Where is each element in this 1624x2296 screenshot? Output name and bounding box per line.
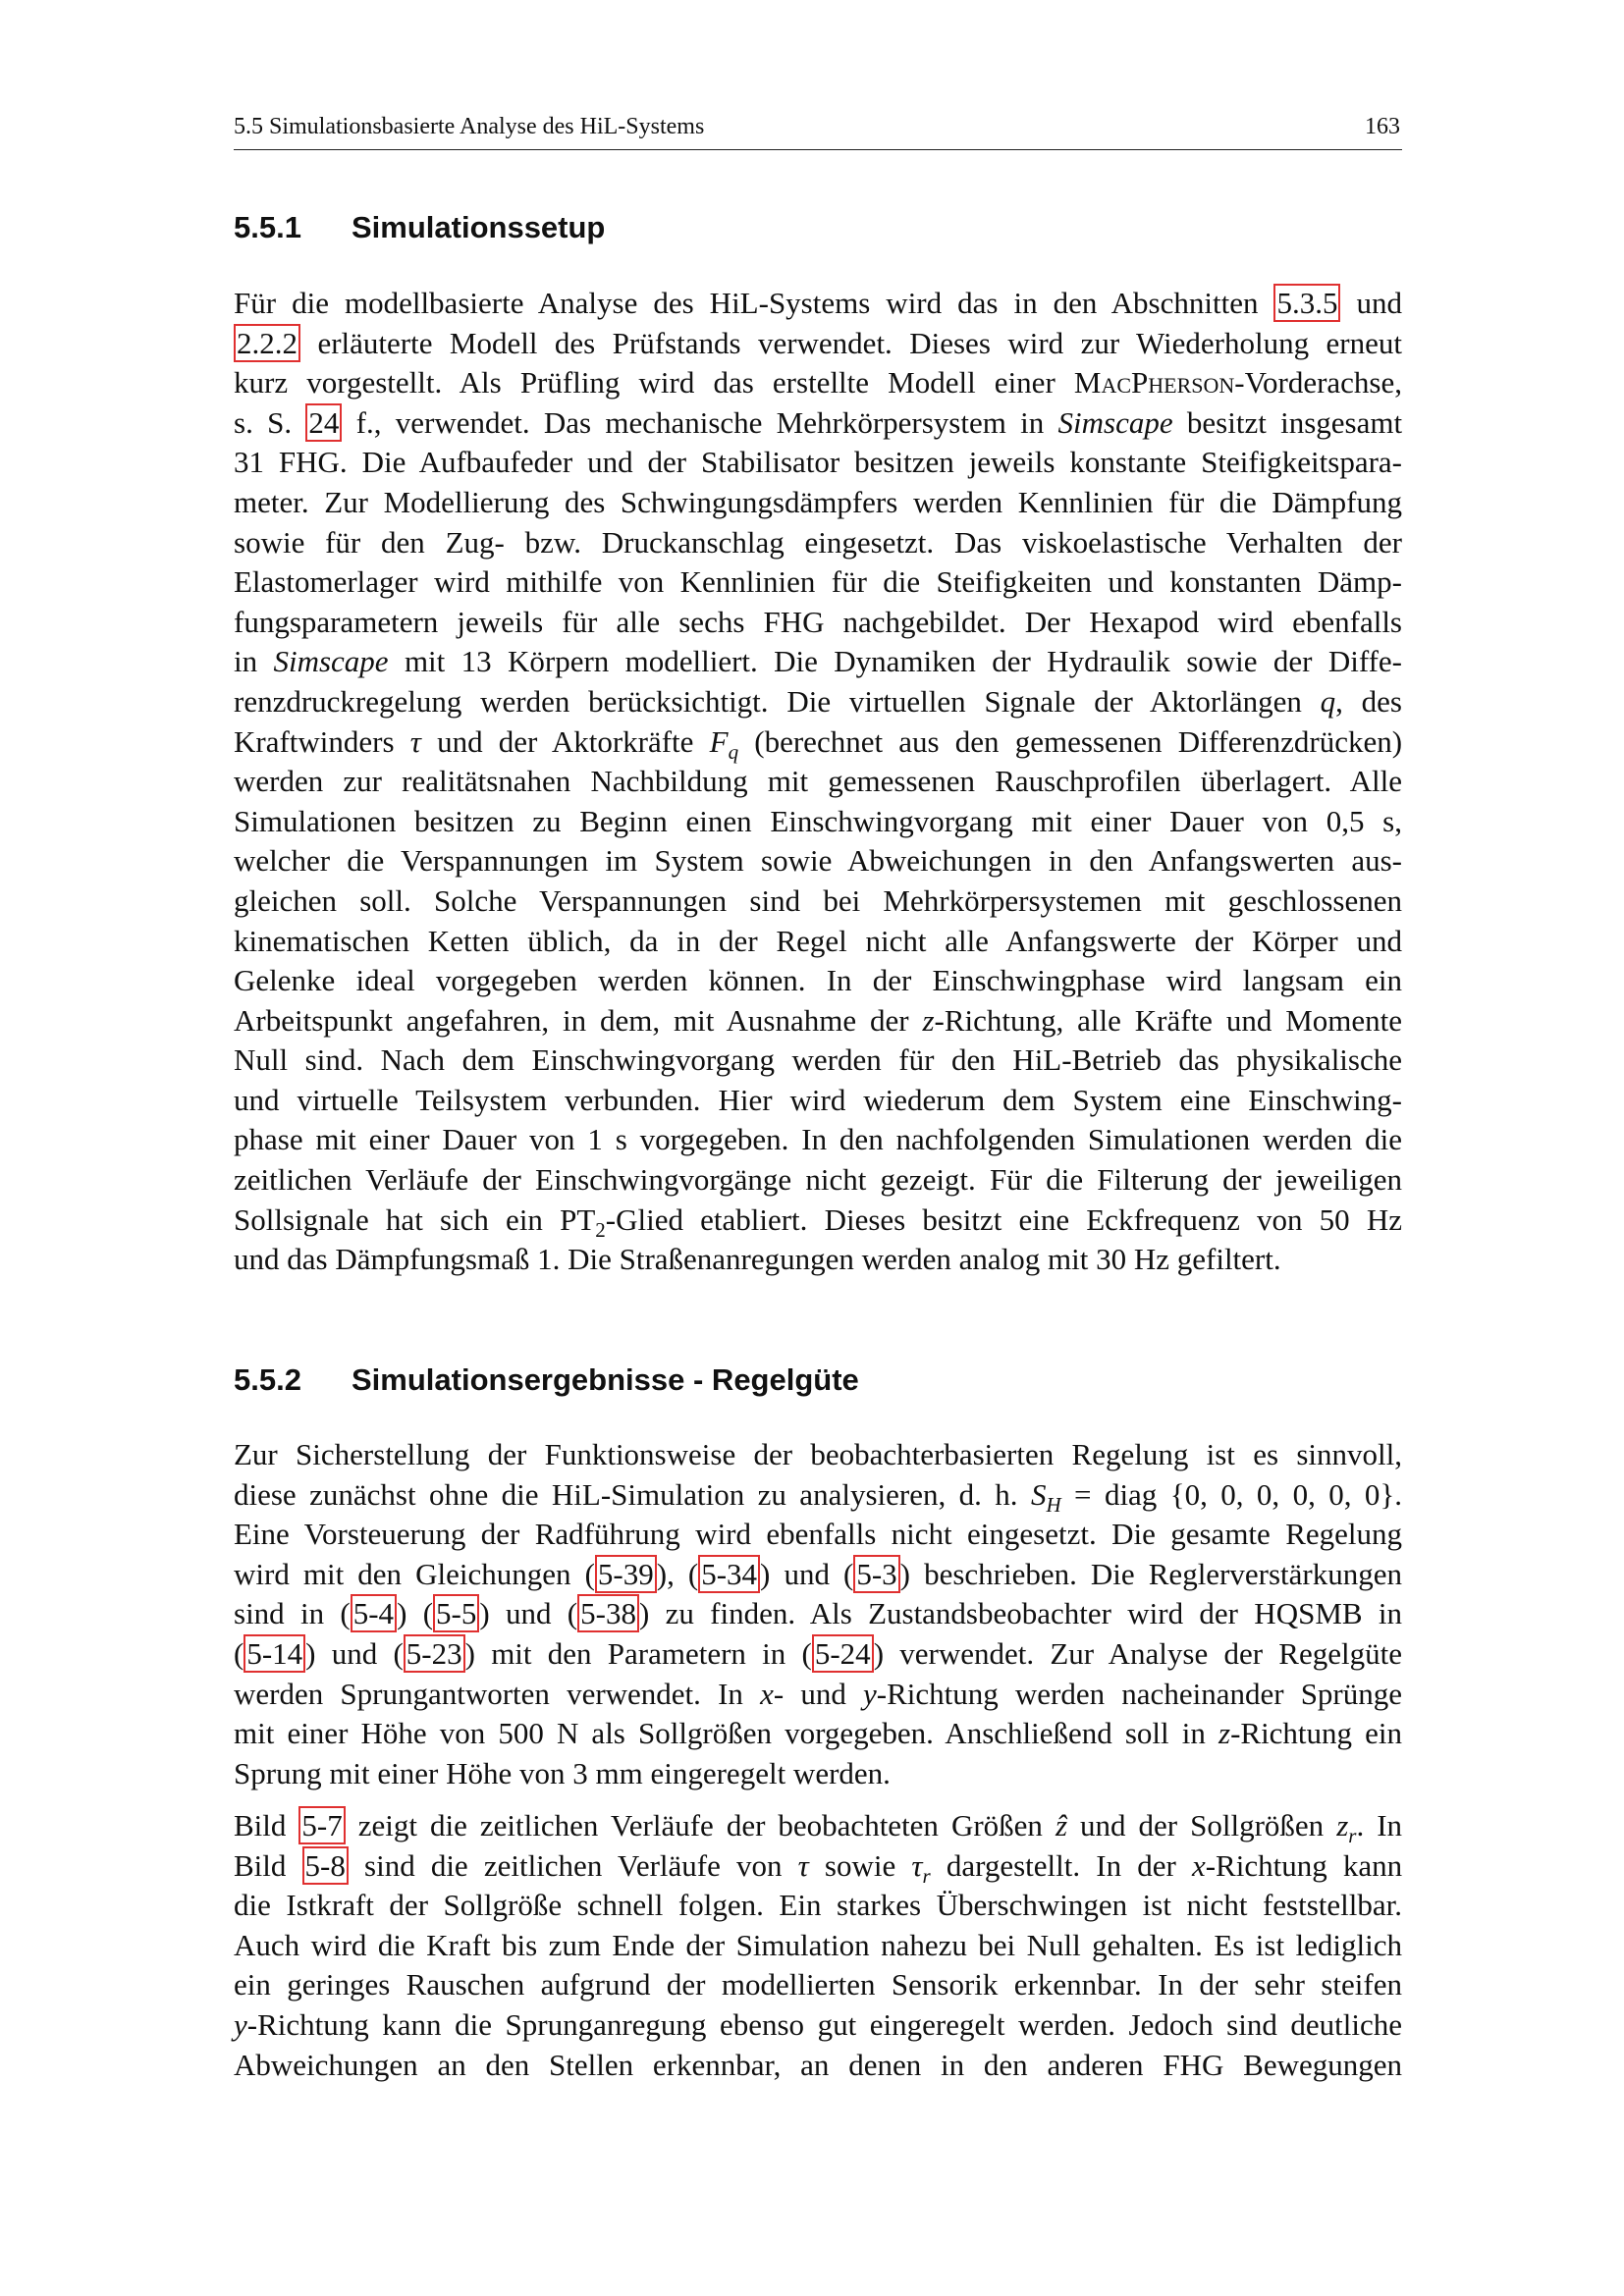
paragraph-simulationssetup: [234, 284, 1402, 1280]
section-title: Simulationsergebnisse - Regelgüte: [352, 1362, 859, 1397]
text-line: s. S. 24 f., verwendet. Das mechanische Mehrkörpersystem in Simscape besitzt insgesamt: [234, 404, 1403, 440]
text-line: wird mit den Gleichungen (5-39), (5-34) und (5-3) beschrieben. Die Reglerverstärkungen: [234, 1556, 1402, 1591]
text-line: welcher die Verspannungen im System sowie Abweichungen in den Anfangswerten aus-: [234, 843, 1402, 879]
text-line: Eine Vorsteuerung der Radführung wird ebenfalls nicht eingesetzt. Die gesamte Regelung: [234, 1517, 1402, 1552]
text-line: Gelenke ideal vorgegeben werden können. In der Einschwingphase wird langsam ein: [234, 963, 1402, 998]
text-line: renzdruckregelung werden berücksichtigt. Die virtuellen Signale der Aktorlängen q, des: [234, 683, 1403, 719]
text-line: die Istkraft der Sollgröße schnell folgen. Ein starkes Überschwingen ist nicht feststellbar.: [234, 1888, 1402, 1923]
text-line: Bild 5-8 sind die zeitlichen Verläufe von τ sowie $\tau_r$ dargestellt. In der x-Richtung kann: [234, 1847, 1403, 1888]
equation-ref-link[interactable]: 5-23: [404, 1634, 465, 1673]
section-ref-link[interactable]: 2.2.2: [234, 324, 300, 362]
text-line: 2.2.2 erläuterte Modell des Prüfstands verwendet. Dieses wird zur Wiederholung erneut: [234, 324, 1402, 364]
text-line: in Simscape mit 13 Körpern modelliert. Die Dynamiken der Hydraulik sowie der Diffe-: [234, 644, 1403, 679]
section-title: Simulationssetup: [352, 210, 606, 244]
text-line: phase mit einer Dauer von 1 s vorgegeben. In den nachfolgenden Simulationen werden die: [234, 1122, 1402, 1157]
equation-ref-link[interactable]: 5-38: [577, 1594, 639, 1632]
running-head-section: 5.5 Simulationsbasierte Analyse des HiL-Systems: [234, 114, 705, 139]
text-line: 31 FHG. Die Aufbaufeder und der Stabilisator besitzen jeweils konstante Steifigkeitspara-: [234, 445, 1402, 480]
equation-ref-link[interactable]: 5-3: [853, 1555, 899, 1593]
text-line: Null sind. Nach dem Einschwingvorgang werden für den HiL-Betrieb das physikalische: [234, 1042, 1402, 1078]
text-line: und virtuelle Teilsystem verbunden. Hier wird wiederum dem System eine Einschwing-: [234, 1082, 1402, 1117]
section-heading-5-5-2: [234, 1362, 859, 1398]
text-line: Abweichungen an den Stellen erkennbar, an denen in den anderen FHG Bewegungen: [234, 2047, 1402, 2082]
page-number: 163: [1365, 114, 1400, 139]
text-line: Sollsignale hat sich ein $PT_2$-Glied etabliert. Dieses besitzt eine Eckfrequenz von 50 Hz: [234, 1201, 1402, 1242]
running-head: [234, 110, 1402, 150]
text-line: fungsparametern jeweils für alle sechs FHG nachgebildet. Der Hexapod wird ebenfalls: [234, 604, 1402, 639]
text-line: Elastomerlager wird mithilfe von Kennlinien für die Steifigkeiten und konstanten Dämp-: [234, 564, 1402, 600]
text-line: Bild 5-7 zeigt die zeitlichen Verläufe der beobachteten Größen ẑ und der Sollgrößen $z_r$. In: [234, 1808, 1403, 1848]
section-ref-link[interactable]: 5.3.5: [1273, 284, 1340, 322]
text-line: sind in (5-4) (5-5) und (5-38) zu finden. Als Zustandsbeobachter wird der HQSMB in: [234, 1596, 1402, 1631]
page-ref-link[interactable]: 24: [305, 403, 342, 442]
text-line: Simulationen besitzen zu Beginn einen Einschwingvorgang mit einer Dauer von 0,5 s,: [234, 803, 1402, 838]
text-line: Für die modellbasierte Analyse des HiL-Systems wird das in den Abschnitten 5.3.5 und: [234, 286, 1402, 320]
text-line: Zur Sicherstellung der Funktionsweise der beobachterbasierten Regelung ist es sinnvoll,: [234, 1437, 1402, 1471]
paragraph-regelguete: [234, 1435, 1402, 1793]
equation-ref-link[interactable]: 5-39: [595, 1555, 657, 1593]
figure-ref-link[interactable]: 5-7: [298, 1806, 345, 1844]
text-line: werden zur realitätsnahen Nachbildung mit gemessenen Rauschprofilen überlagert. Alle: [234, 764, 1402, 799]
text-line: meter. Zur Modellierung des Schwingungsdämpfers werden Kennlinien für die Dämpfung: [234, 484, 1402, 519]
section-number: 5.5.1: [234, 210, 301, 244]
equation-ref-link[interactable]: 5-4: [351, 1594, 397, 1632]
text-line: Auch wird die Kraft bis zum Ende der Simulation nahezu bei Null gehalten. Es ist lediglich: [234, 1927, 1402, 1962]
text-line: ein geringes Rauschen aufgrund der modellierten Sensorik erkennbar. In der sehr steifen: [234, 1967, 1402, 2002]
text-line: kinematischen Ketten üblich, da in der Regel nicht alle Anfangswerte der Körper und: [234, 923, 1402, 958]
text-line: gleichen soll. Solche Verspannungen sind bei Mehrkörpersystemen mit geschlossenen: [234, 882, 1402, 918]
equation-ref-link[interactable]: 5-5: [433, 1594, 479, 1632]
text-line: Kraftwinders τ und der Aktorkräfte $F_q$ (berechnet aus den gemessenen Differenzdrücken): [234, 723, 1403, 764]
text-line: mit einer Höhe von 500 N als Sollgrößen vorgegeben. Anschließend soll in z-Richtung ein: [234, 1716, 1403, 1751]
text-line: Sprung mit einer Höhe von 3 mm eingeregelt werden.: [234, 1755, 891, 1790]
figure-ref-link[interactable]: 5-8: [302, 1846, 349, 1885]
equation-ref-link[interactable]: 5-24: [812, 1634, 874, 1673]
section-heading-5-5-1: [234, 210, 605, 245]
text-line: kurz vorgestellt. Als Prüfling wird das erstellte Modell einer MacPherson-Vorderachse,: [234, 365, 1402, 400]
text-line: sowie für den Zug- bzw. Druckanschlag eingesetzt. Das viskoelastische Verhalten der: [234, 524, 1402, 560]
section-number: 5.5.2: [234, 1362, 301, 1397]
text-line: zeitlichen Verläufe der Einschwingvorgänge nicht gezeigt. Für die Filterung der jeweiligen: [234, 1162, 1402, 1198]
text-line: werden Sprungantworten verwendet. In x- und y-Richtung werden nacheinander Sprünge: [234, 1676, 1403, 1711]
equation-ref-link[interactable]: 5-14: [244, 1634, 305, 1673]
equation-ref-link[interactable]: 5-34: [698, 1555, 760, 1593]
text-line: y-Richtung kann die Sprunganregung ebenso gut eingeregelt werden. Jedoch sind deutliche: [234, 2006, 1402, 2042]
text-line: diese zunächst ohne die HiL-Simulation zu analysieren, d. h. $S_H$ = diag {0, 0, 0, 0, 0, 0}.: [234, 1476, 1403, 1517]
text-line: Arbeitspunkt angefahren, in dem, mit Ausnahme der z-Richtung, alle Kräfte und Momente: [234, 1002, 1402, 1038]
text-line: und das Dämpfungsmaß 1. Die Straßenanregungen werden analog mit 30 Hz gefiltert.: [234, 1242, 1281, 1277]
paragraph-bild-5-7: [234, 1806, 1402, 2085]
text-line: (5-14) und (5-23) mit den Parametern in (5-24) verwendet. Zur Analyse der Regelgüte: [234, 1635, 1402, 1671]
